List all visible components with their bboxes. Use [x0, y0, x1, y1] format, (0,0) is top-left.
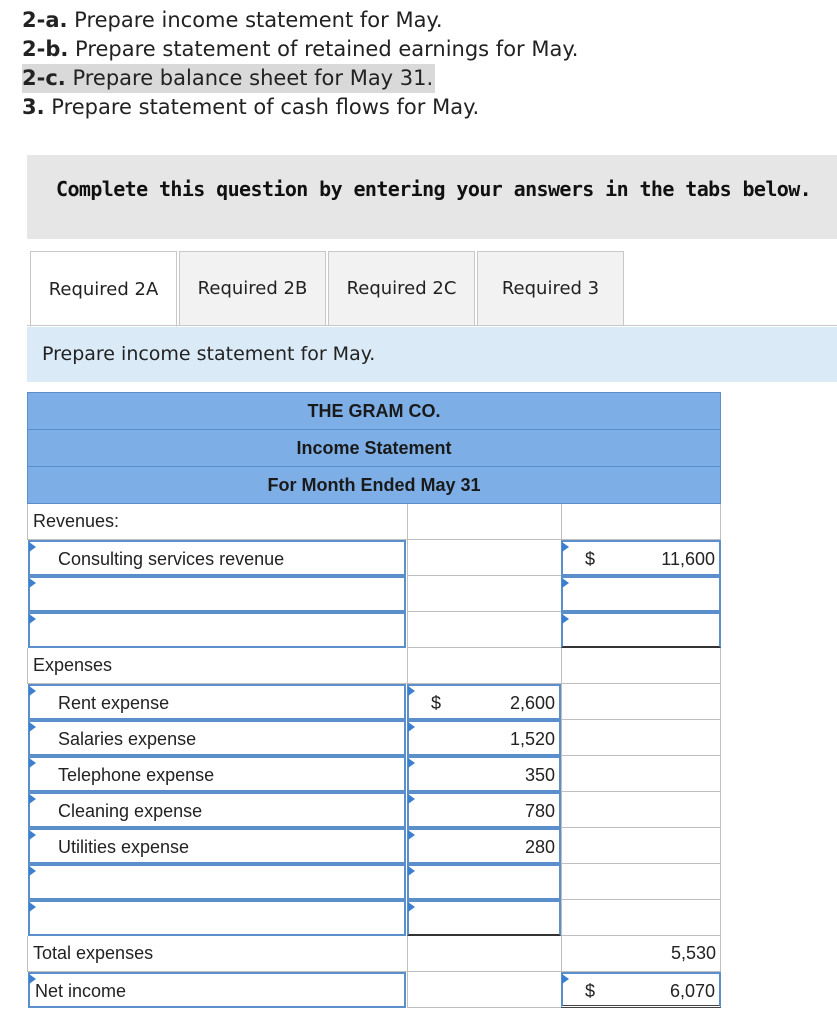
net-income-label-input[interactable]: Net income	[28, 972, 406, 1008]
revenue-amount-input[interactable]: $ 11,600	[561, 540, 721, 576]
net-income-row	[27, 972, 721, 1008]
expenses-header-row	[27, 648, 721, 684]
expense-row	[27, 720, 721, 756]
expense-row	[27, 684, 721, 720]
expenses-label: Expenses	[33, 655, 113, 675]
question-2a: 2-a. Prepare income statement for May.	[22, 8, 443, 32]
net-income-amount-input[interactable]: $ 6,070	[561, 972, 721, 1008]
expense-blank-row	[27, 900, 721, 936]
expense-account-input[interactable]: Telephone expense	[28, 756, 406, 792]
expense-account-input[interactable]: Utilities expense	[28, 828, 406, 864]
revenue-account-input-blank[interactable]	[28, 576, 406, 612]
instruction-text: Prepare income statement for May.	[42, 343, 376, 365]
revenue-blank-row	[27, 576, 721, 612]
expense-row	[27, 828, 721, 864]
tab-required-2c[interactable]: Required 2C	[328, 251, 475, 326]
revenues-header-row	[27, 504, 721, 540]
revenue-amount-input-blank[interactable]	[561, 612, 721, 648]
revenue-amount-input-blank[interactable]	[561, 576, 721, 612]
statement-title: Income Statement	[27, 429, 721, 466]
question-list	[22, 6, 578, 122]
total-expenses-label: Total expenses	[33, 943, 154, 963]
tab-instruction	[27, 327, 837, 382]
tab-required-2a[interactable]: Required 2A	[30, 251, 177, 327]
income-statement	[27, 392, 721, 1008]
expense-amount-input[interactable]: 280	[407, 828, 561, 864]
expense-amount-input-blank[interactable]	[407, 900, 561, 936]
question-2b: 2-b. Prepare statement of retained earnings for May.	[22, 37, 579, 61]
total-expenses-amount: 5,530	[670, 943, 716, 963]
question-2c: 2-c. Prepare balance sheet for May 31.	[22, 64, 435, 93]
expense-amount-input[interactable]: 350	[407, 756, 561, 792]
revenue-row	[27, 540, 721, 576]
expense-amount-input[interactable]: 1,520	[407, 720, 561, 756]
expense-account-input[interactable]: Salaries expense	[28, 720, 406, 756]
tab-required-2b[interactable]: Required 2B	[179, 251, 326, 326]
revenues-label: Revenues:	[33, 511, 120, 531]
company-name: THE GRAM CO.	[27, 392, 721, 429]
tab-divider	[27, 325, 837, 326]
expense-account-input[interactable]: Cleaning expense	[28, 792, 406, 828]
expense-row	[27, 756, 721, 792]
expense-account-input-blank[interactable]	[28, 900, 406, 936]
question-3: 3. Prepare statement of cash flows for May.	[22, 95, 480, 119]
revenue-account-input-blank[interactable]	[28, 612, 406, 648]
revenue-blank-row	[27, 612, 721, 648]
expense-account-input-blank[interactable]	[28, 864, 406, 900]
instruction-banner	[27, 155, 837, 239]
expense-blank-row	[27, 864, 721, 900]
expense-amount-input[interactable]: $ 2,600	[407, 684, 561, 720]
expense-row	[27, 792, 721, 828]
expense-amount-input-blank[interactable]	[407, 864, 561, 900]
revenue-account-input[interactable]: Consulting services revenue	[28, 540, 406, 576]
statement-period: For Month Ended May 31	[27, 466, 721, 504]
banner-text: Complete this question by entering your answers in the tabs below.	[56, 177, 812, 201]
tab-required-3[interactable]: Required 3	[477, 251, 624, 326]
total-expenses-row	[27, 936, 721, 972]
expense-account-input[interactable]: Rent expense	[28, 684, 406, 720]
expense-amount-input[interactable]: 780	[407, 792, 561, 828]
